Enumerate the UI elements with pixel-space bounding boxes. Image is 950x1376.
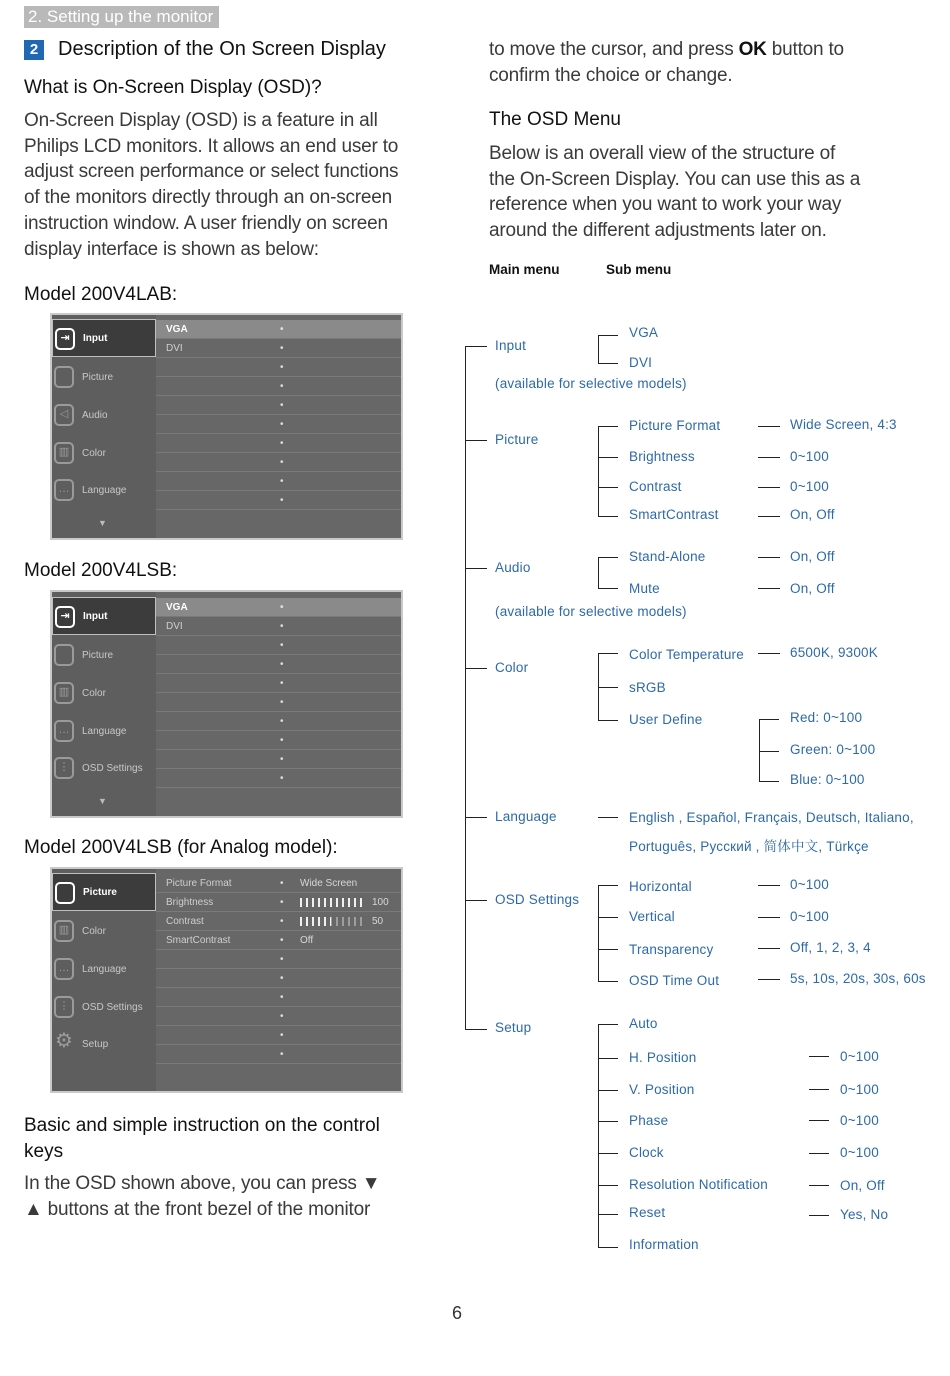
osd-menu-language: … Language bbox=[52, 712, 156, 750]
text-line: display interface is shown as below: bbox=[24, 238, 319, 260]
tree-v-position-value: 0~100 bbox=[840, 1082, 879, 1097]
model-label-200v4lsb-analog: Model 200V4LSB (for Analog model): bbox=[24, 837, 338, 858]
tree-mute-value: On, Off bbox=[790, 581, 835, 596]
continued-text: to move the cursor, and press OK button to confirm the choice or change. bbox=[489, 39, 844, 86]
osd-sub-dvi: DVI • bbox=[156, 339, 401, 358]
tree-color-temperature: Color Temperature bbox=[629, 647, 744, 662]
picture-icon bbox=[55, 882, 75, 904]
text-line: around the different adjustments later on. bbox=[489, 220, 827, 242]
input-icon: ⇥ bbox=[55, 606, 75, 628]
tree-stand-alone-value: On, Off bbox=[790, 549, 835, 564]
osd-menu-setup: ⚙ Setup bbox=[52, 1025, 156, 1063]
tree-contrast-value: 0~100 bbox=[790, 479, 829, 494]
tree-stand-alone: Stand-Alone bbox=[629, 549, 706, 564]
tree-resolution-notification: Resolution Notification bbox=[629, 1177, 768, 1192]
tree-clock: Clock bbox=[629, 1145, 664, 1160]
osd-menu-color: ▥ Color bbox=[52, 434, 156, 472]
osd-sub-dvi: DVI • bbox=[156, 617, 401, 636]
control-keys-title: Basic and simple instruction on the control keys bbox=[24, 1115, 380, 1162]
osd-sub-smartcontrast: SmartContrast • Off bbox=[156, 931, 401, 950]
model-label-200v4lsb: Model 200V4LSB: bbox=[24, 560, 178, 581]
text-line: of the monitors directly through an on-screen bbox=[24, 187, 393, 209]
text-line: Philips LCD monitors. It allows an end user to bbox=[24, 135, 399, 157]
osd-menu-language: … Language bbox=[52, 950, 156, 988]
control-keys-text bbox=[24, 1171, 424, 1222]
osd-menu-picture: Picture bbox=[52, 873, 156, 911]
tree-available-note: (available for selective models) bbox=[495, 604, 687, 619]
osd-menu-input: ⇥ Input bbox=[52, 319, 156, 357]
tree-phase: Phase bbox=[629, 1113, 669, 1128]
osd-sub-brightness: Brightness • 100 bbox=[156, 893, 401, 912]
language-icon: … bbox=[54, 720, 74, 742]
tree-language: Language bbox=[495, 809, 557, 824]
tree-horizontal-value: 0~100 bbox=[790, 877, 829, 892]
tree-brightness-value: 0~100 bbox=[790, 449, 829, 464]
input-icon: ⇥ bbox=[55, 328, 75, 350]
color-icon: ▥ bbox=[54, 442, 74, 464]
osd-screenshot-200v4lab: ⇥ Input Picture ◁ Audio ▥ Color … Language ▼ VGA • DVI • • • • • • • • • bbox=[50, 313, 403, 540]
picture-icon bbox=[54, 644, 74, 666]
tree-audio: Audio bbox=[495, 560, 531, 575]
text-line: On-Screen Display (OSD) is a feature in all bbox=[24, 110, 378, 131]
text-line: instruction window. A user friendly on screen bbox=[24, 212, 388, 234]
tree-vertical-value: 0~100 bbox=[790, 909, 829, 924]
tree-clock-value: 0~100 bbox=[840, 1145, 879, 1160]
tree-srgb: sRGB bbox=[629, 680, 666, 695]
tree-information: Information bbox=[629, 1237, 699, 1252]
picture-icon bbox=[54, 366, 74, 388]
text-line: reference when you want to work your way bbox=[489, 194, 842, 216]
tree-horizontal: Horizontal bbox=[629, 879, 692, 894]
tree-brightness: Brightness bbox=[629, 449, 695, 464]
osd-sub-picture-format: Picture Format • Wide Screen bbox=[156, 874, 401, 893]
tree-blue: Blue: 0~100 bbox=[790, 772, 865, 787]
osd-sub-vga: VGA • bbox=[156, 320, 401, 339]
tree-color-temperature-value: 6500K, 9300K bbox=[790, 645, 878, 660]
text-line: ▲ buttons at the front bezel of the monitor bbox=[24, 1198, 371, 1220]
osd-menu-audio: ◁ Audio bbox=[52, 396, 156, 434]
tree-osd-settings: OSD Settings bbox=[495, 892, 580, 907]
osd-menu-osd-settings: ⋮ OSD Settings bbox=[52, 749, 156, 787]
osd-sub-vga: VGA • bbox=[156, 598, 401, 617]
section-title: Description of the On Screen Display bbox=[58, 38, 386, 60]
tree-available-note: (available for selective models) bbox=[495, 376, 687, 391]
tree-osd-time-out-value: 5s, 10s, 20s, 30s, 60s bbox=[790, 971, 926, 986]
section-heading bbox=[24, 38, 386, 61]
tree-red: Red: 0~100 bbox=[790, 710, 863, 725]
text-line: Below is an overall view of the structure of bbox=[489, 143, 836, 164]
osd-screenshot-200v4lsb-analog: Picture ▥ Color … Language ⋮ OSD Settings ⚙ Setup Picture Format • Wide Screen Brightness • 100 Contrast • 50 SmartContrast • Off • • • • • • bbox=[50, 867, 403, 1093]
color-icon: ▥ bbox=[54, 920, 74, 942]
osd-menu-title: The OSD Menu bbox=[489, 109, 621, 130]
tree-transparency: Transparency bbox=[629, 942, 714, 957]
osd-menu-tree bbox=[455, 300, 950, 1270]
contrast-level-bar bbox=[300, 917, 362, 926]
audio-icon: ◁ bbox=[54, 404, 74, 426]
tree-user-define: User Define bbox=[629, 712, 703, 727]
tree-auto: Auto bbox=[629, 1016, 658, 1031]
osd-menu-language: … Language bbox=[52, 471, 156, 509]
tree-green: Green: 0~100 bbox=[790, 742, 876, 757]
tree-picture-format: Picture Format bbox=[629, 418, 721, 433]
osd-menu-color: ▥ Color bbox=[52, 674, 156, 712]
what-is-osd-title: What is On-Screen Display (OSD)? bbox=[24, 77, 322, 98]
tree-setup: Setup bbox=[495, 1020, 532, 1035]
tree-smartcontrast-value: On, Off bbox=[790, 507, 835, 522]
tree-transparency-value: Off, 1, 2, 3, 4 bbox=[790, 940, 871, 955]
down-arrow-icon: ▼ bbox=[98, 796, 107, 806]
tree-vertical: Vertical bbox=[629, 909, 675, 924]
tree-picture-format-value: Wide Screen, 4:3 bbox=[790, 417, 897, 432]
what-is-osd-text bbox=[24, 108, 424, 262]
tree-picture: Picture bbox=[495, 432, 539, 447]
tree-phase-value: 0~100 bbox=[840, 1113, 879, 1128]
osd-menu-picture: Picture bbox=[52, 636, 156, 674]
osd-menu-picture: Picture bbox=[52, 358, 156, 396]
tree-language-list-1: English , Español, Français, Deutsch, Italiano, bbox=[629, 810, 914, 825]
osd-menu-text bbox=[489, 141, 929, 244]
column-header-sub-menu: Sub menu bbox=[606, 262, 672, 277]
osd-menu-input: ⇥ Input bbox=[52, 597, 156, 635]
text-line: the On-Screen Display. You can use this as a bbox=[489, 168, 861, 190]
tree-dvi: DVI bbox=[629, 355, 653, 370]
tree-contrast: Contrast bbox=[629, 479, 682, 494]
tree-h-position: H. Position bbox=[629, 1050, 697, 1065]
tree-language-list-2: Português, Русский , 简体中文, Türkçe bbox=[629, 839, 869, 854]
tree-smartcontrast: SmartContrast bbox=[629, 507, 719, 522]
tree-mute: Mute bbox=[629, 581, 660, 596]
down-arrow-icon: ▼ bbox=[98, 518, 107, 528]
language-icon: … bbox=[54, 479, 74, 501]
tree-v-position: V. Position bbox=[629, 1082, 695, 1097]
section-tab: 2. Setting up the monitor bbox=[24, 6, 219, 28]
osd-settings-icon: ⋮ bbox=[54, 996, 74, 1018]
tree-color: Color bbox=[495, 660, 529, 675]
text-line: adjust screen performance or select functions bbox=[24, 161, 399, 183]
tree-input: Input bbox=[495, 338, 527, 353]
tree-osd-time-out: OSD Time Out bbox=[629, 973, 720, 988]
language-icon: … bbox=[54, 958, 74, 980]
osd-menu-osd-settings: ⋮ OSD Settings bbox=[52, 988, 156, 1026]
osd-settings-icon: ⋮ bbox=[54, 757, 74, 779]
section-number-badge: 2 bbox=[24, 40, 44, 60]
osd-menu-color: ▥ Color bbox=[52, 912, 156, 950]
text-line: In the OSD shown above, you can press ▼ bbox=[24, 1173, 381, 1194]
page-number: 6 bbox=[452, 1303, 463, 1323]
osd-sub-contrast: Contrast • 50 bbox=[156, 912, 401, 931]
tree-reset: Reset bbox=[629, 1205, 666, 1220]
tree-resolution-notification-value: On, Off bbox=[840, 1178, 885, 1193]
column-header-main-menu: Main menu bbox=[489, 262, 560, 277]
tree-h-position-value: 0~100 bbox=[840, 1049, 879, 1064]
setup-gear-icon: ⚙ bbox=[55, 1030, 73, 1052]
color-icon: ▥ bbox=[54, 682, 74, 704]
model-label-200v4lab: Model 200V4LAB: bbox=[24, 284, 178, 305]
tree-reset-value: Yes, No bbox=[840, 1207, 889, 1222]
brightness-level-bar bbox=[300, 898, 362, 907]
osd-screenshot-200v4lsb: ⇥ Input Picture ▥ Color … Language ⋮ OSD Settings ▼ VGA • DVI • • • • • • • • • bbox=[50, 590, 403, 818]
tree-vga: VGA bbox=[629, 325, 659, 340]
